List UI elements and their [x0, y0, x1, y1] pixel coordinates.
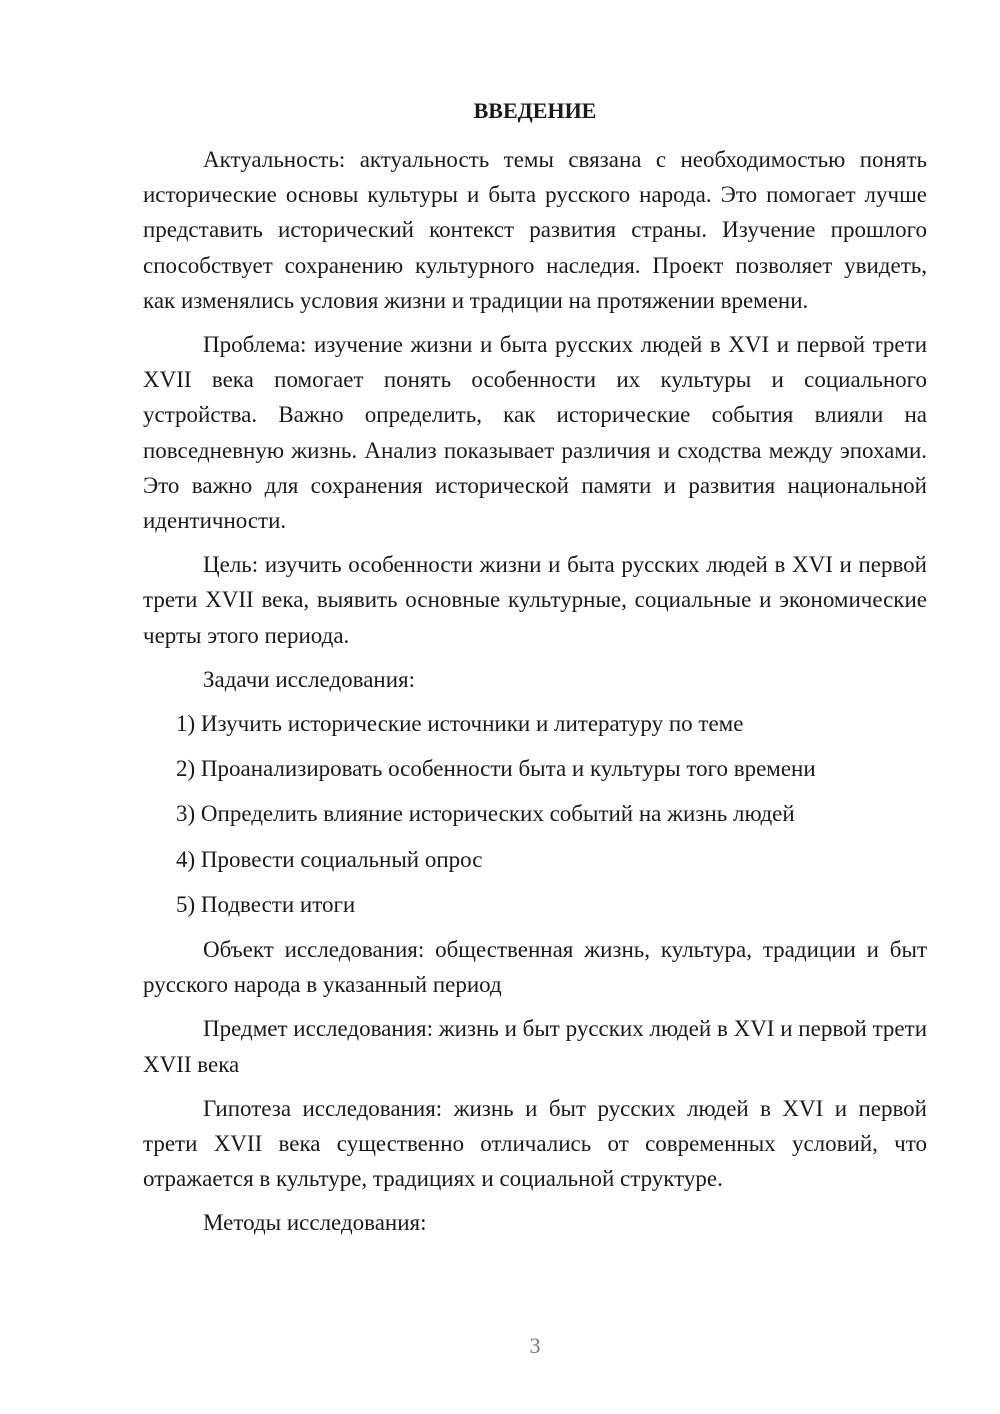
list-item: 3) Определить влияние исторических событий на жизнь людей: [176, 801, 795, 827]
paragraph-problem: Проблема: изучение жизни и быта русских людей в XVI и первой трети XVII века помогает понять особенности их культуры и социального устройства. Важно определить, как исторические события влияли на повседневную жизнь. Анализ показывает различия и сходства между эпохами. Это важно для сохранения исторической памяти и развития национальной идентичности.: [143, 332, 927, 534]
paragraph-goal: Цель: изучить особенности жизни и быта русских людей в XVI и первой трети XVII века, выявить основные культурные, социальные и экономические черты этого периода.: [143, 552, 927, 648]
body-text: [143, 142, 927, 1250]
paragraph-methods: Методы исследования:: [203, 1210, 427, 1236]
list-item: 5) Подвести итоги: [176, 891, 356, 917]
tasks-heading: Задачи исследования:: [203, 666, 416, 692]
paragraph-subject: Предмет исследования: жизнь и быт русских людей в XVI и первой трети XVII века: [143, 1016, 927, 1077]
list-item: 4) Провести социальный опрос: [176, 846, 483, 872]
page-title: ВВЕДЕНИЕ: [473, 98, 597, 123]
paragraph-hypothesis: Гипотеза исследования: жизнь и быт русских людей в XVI и первой трети XVII века существенно отличались от современных условий, что отражается в культуре, традициях и социальной структуре.: [143, 1095, 927, 1192]
list-item: 1) Изучить исторические источники и литературу по теме: [176, 711, 744, 737]
paragraph-object: Объект исследования: общественная жизнь, культура, традиции и быт русского народа в указанный период: [143, 937, 927, 998]
page-number: 3: [529, 1333, 541, 1358]
list-item: 2) Проанализировать особенности быта и культуры того времени: [176, 756, 816, 782]
paragraph-relevance: Актуальность: актуальность темы связана с необходимостью понять исторические основы культуры и быта русского народа. Это помогает лучше представить исторический контекст развития страны. Изучение прошлого способствует сохранению культурного наследия. Проект позволяет увидеть, как изменялись условия жизни и традиции на протяжении времени.: [143, 147, 927, 313]
